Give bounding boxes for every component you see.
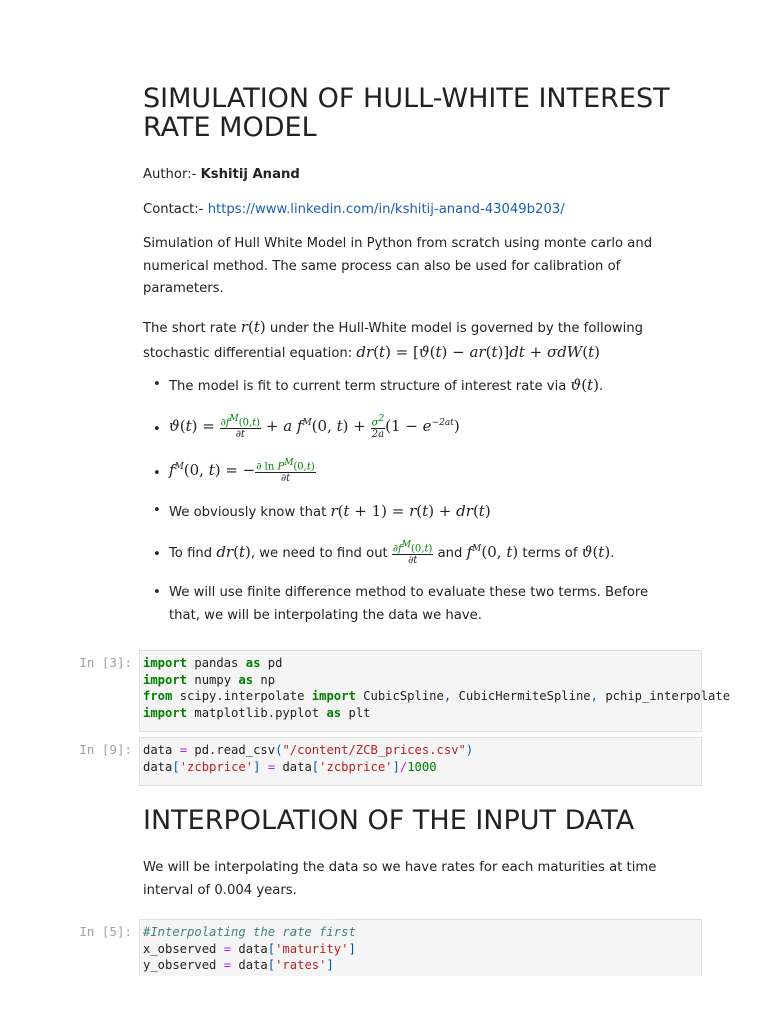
page-title: SIMULATION OF HULL-WHITE INTEREST RATE MODEL [143, 83, 670, 143]
section-interpolation [143, 806, 683, 835]
math-recurrence: r(t + 1) = r(t) + dr(t) [330, 502, 491, 520]
notebook-title-block [143, 84, 683, 142]
intro-paragraph [143, 233, 663, 301]
author-line [143, 164, 683, 187]
section-title: INTERPOLATION OF THE INPUT DATA [143, 805, 635, 836]
cell-prompt: In [5]: [79, 924, 132, 939]
contact-label: Contact:- [143, 202, 208, 217]
author-name: Kshitij Anand [200, 167, 300, 182]
math-theta-definition: ϑ(t) = $\frac{\partial f^M(0,t)}{\partial t}$ + a $f^M(0$, t) + $\frac{\sigma^2}{2a}$ $(1 - e^{-2at})$ [169, 413, 460, 441]
code-cell-interpolation[interactable]: #Interpolating the rate first x_observed = data['maturity'] y_observed = data['rates'] [139, 919, 702, 994]
code-cell-imports[interactable]: import pandas as pd import numpy as np from scipy.interpolate import CubicSpline, CubicHermiteSpline, pchip_interpolate import matplotlib.pyplot as plt [139, 650, 702, 732]
author-label: Author:- [143, 167, 201, 182]
cell-prompt: In [9]: [79, 742, 132, 757]
section2-text: We will be interpolating the data so we have rates for each maturities at time interval of 0.004 years. [143, 860, 657, 898]
short-rate-text-1: The short rate [143, 321, 241, 336]
bullet-item-1: • The model is fit to current term structure of interest rate via ϑ(t). [153, 376, 604, 394]
cell-prompt: In [3]: [79, 655, 132, 670]
contact-line [143, 199, 683, 222]
code-cell-read-data[interactable]: data = pd.read_csv("/content/ZCB_prices.csv") data['zcbprice'] = data['zcbprice']/1000 [139, 737, 702, 786]
math-forward-rate: $f^M(0$, t) = − $\frac{\partial \ln P^M(0,t)}{\partial t}$ [169, 457, 315, 485]
contact-link[interactable]: https://www.linkedin.com/in/kshitij-anand-43049b203/ [207, 202, 565, 217]
intro-text: Simulation of Hull White Model in Python from scratch using monte carlo and numerical method. The same process can also be used for calibration of parameters. [143, 236, 653, 296]
bullet-item-3: • $f^M(0$, t) = − $\frac{\partial \ln P^M(0,t)}{\partial t}$ [143, 456, 663, 484]
math-sde: dr(t) = [ϑ(t) − ar(t)]dt + σdW(t) [356, 342, 600, 361]
bullet-item-4: • We obviously know that r(t + 1) = r(t) + dr(t) [153, 502, 491, 520]
math-theta-t: ϑ(t) [570, 376, 600, 394]
short-rate-paragraph [143, 316, 663, 365]
section2-paragraph [143, 857, 663, 902]
short-rate-text-2: under the Hull-White model is governed by the following stochastic differential equation: [143, 321, 643, 361]
page-bottom-margin [0, 976, 768, 1024]
bullet-item-5: • To find dr(t), we need to find out $\frac{\partial f^M(0,t)}{\partial t}$ and $f^M(0$, t) terms of ϑ(t). [153, 539, 615, 567]
bullet-item-2: • ϑ(t) = $\frac{\partial f^M(0,t)}{\partial t}$ + a $f^M(0$, t) + $\frac{\sigma^2}{2a}$ $(1 - e^{-2at})$ [143, 412, 663, 440]
bullet-item-6: • We will use finite difference method to evaluate these two terms. Before that, we will be interpolating the data we have. [153, 585, 649, 623]
math-r-t: r(t) [240, 318, 266, 336]
